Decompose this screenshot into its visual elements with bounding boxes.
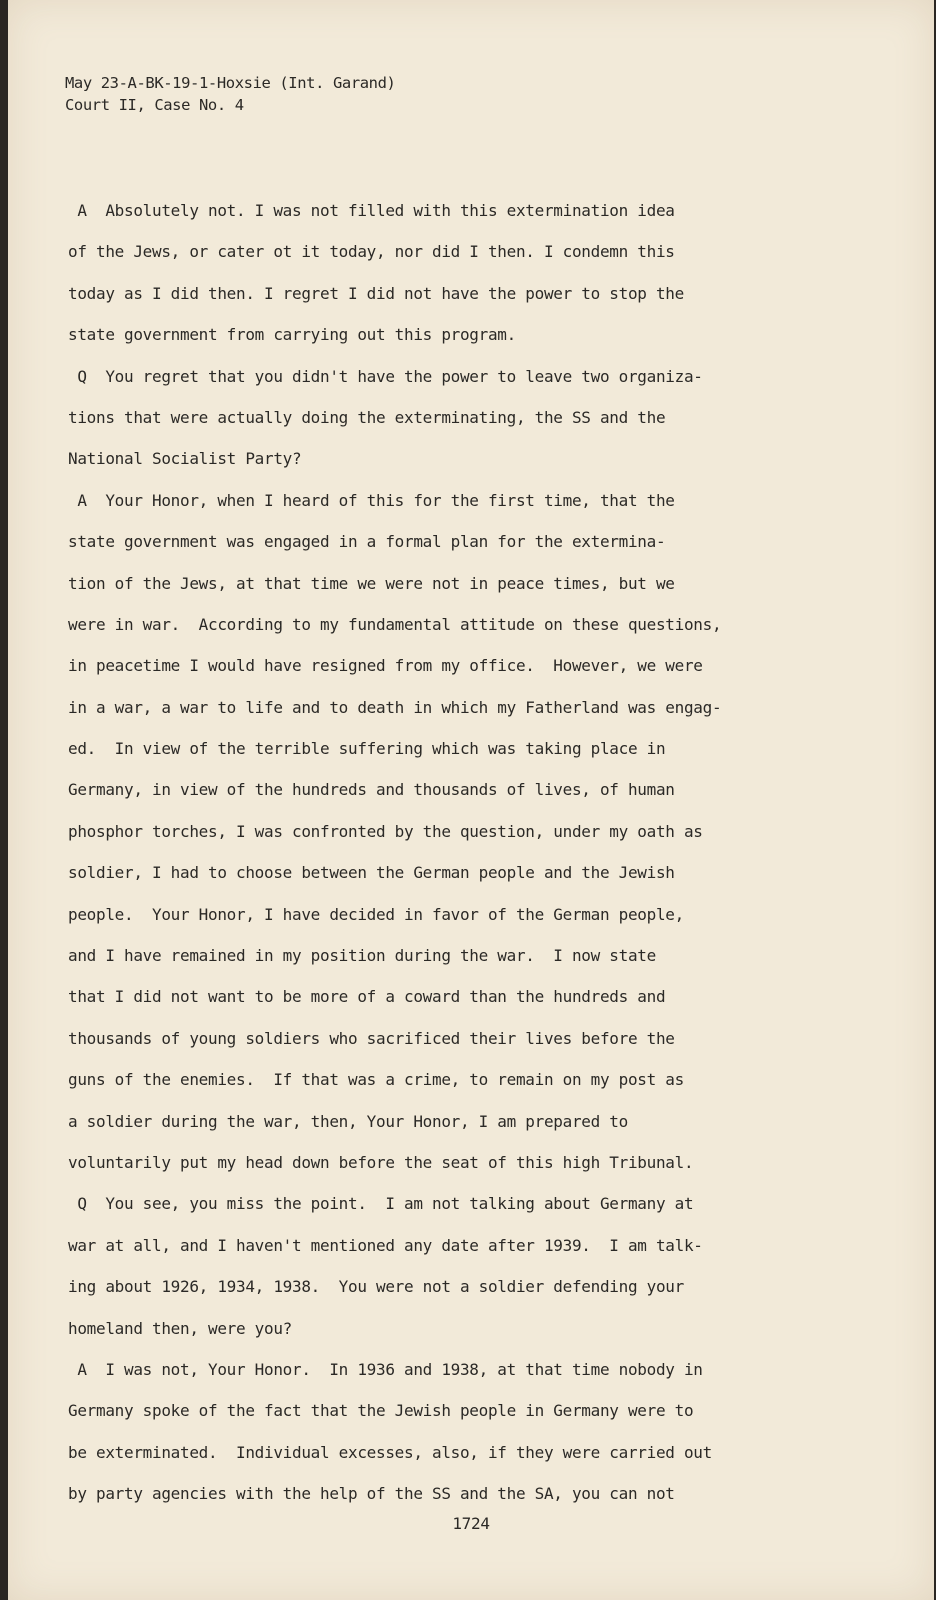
transcript-line: Germany spoke of the fact that the Jewish people in Germany were to xyxy=(68,1401,694,1421)
transcript-line: National Socialist Party? xyxy=(68,449,302,469)
transcript-line: and I have remained in my position during the war. I now state xyxy=(68,946,656,966)
transcript-line: tion of the Jews, at that time we were not in peace times, but we xyxy=(68,573,675,593)
transcript-line: Q You see, you miss the point. I am not talking about Germany at xyxy=(68,1194,694,1214)
transcript-line: were in war. According to my fundamental attitude on these questions, xyxy=(68,614,722,634)
transcript-line: Germany, in view of the hundreds and thousands of lives, of human xyxy=(68,780,675,800)
document-page xyxy=(8,0,934,1600)
document-header xyxy=(65,72,395,116)
transcript-line: thousands of young soldiers who sacrificed their lives before the xyxy=(68,1028,675,1048)
transcript-line: soldier, I had to choose between the German people and the Jewish xyxy=(68,863,675,883)
transcript-line: today as I did then. I regret I did not have the power to stop the xyxy=(68,283,684,303)
transcript-line: be exterminated. Individual excesses, also, if they were carried out xyxy=(68,1442,712,1462)
transcript-line: voluntarily put my head down before the seat of this high Tribunal. xyxy=(68,1152,694,1172)
transcript-line: A I was not, Your Honor. In 1936 and 1938, at that time nobody in xyxy=(68,1359,703,1379)
transcript-line: of the Jews, or cater ot it today, nor did I then. I condemn this xyxy=(68,242,675,262)
transcript-line: A Your Honor, when I heard of this for the first time, that the xyxy=(68,490,675,510)
transcript-body xyxy=(68,190,888,1515)
transcript-line: homeland then, were you? xyxy=(68,1318,292,1338)
transcript-line: Q You regret that you didn't have the power to leave two organiza- xyxy=(68,366,703,386)
transcript-line: phosphor torches, I was confronted by the question, under my oath as xyxy=(68,821,703,841)
transcript-line: people. Your Honor, I have decided in favor of the German people, xyxy=(68,904,684,924)
transcript-line: tions that were actually doing the exterminating, the SS and the xyxy=(68,407,666,427)
transcript-line: by party agencies with the help of the SS and the SA, you can not xyxy=(68,1484,675,1504)
transcript-line: state government from carrying out this program. xyxy=(68,325,516,345)
transcript-line: in a war, a war to life and to death in which my Fatherland was engag- xyxy=(68,697,722,717)
header-case-reference: May 23-A-BK-19-1-Hoxsie (Int. Garand) xyxy=(65,74,396,92)
page-number: 1724 xyxy=(452,1514,490,1533)
transcript-line: A Absolutely not. I was not filled with this extermination idea xyxy=(68,201,675,220)
transcript-line: state government was engaged in a formal plan for the extermina- xyxy=(68,532,666,552)
transcript-line: in peacetime I would have resigned from my office. However, we were xyxy=(68,656,703,676)
transcript-line: ed. In view of the terrible suffering which was taking place in xyxy=(68,739,666,759)
transcript-line: that I did not want to be more of a coward than the hundreds and xyxy=(68,987,666,1007)
transcript-line: a soldier during the war, then, Your Honor, I am prepared to xyxy=(68,1111,628,1131)
transcript-line: war at all, and I haven't mentioned any date after 1939. I am talk- xyxy=(68,1235,703,1255)
transcript-line: ing about 1926, 1934, 1938. You were not a soldier defending your xyxy=(68,1277,684,1297)
header-court-case: Court II, Case No. 4 xyxy=(65,96,244,114)
transcript-line: guns of the enemies. If that was a crime, to remain on my post as xyxy=(68,1070,684,1090)
